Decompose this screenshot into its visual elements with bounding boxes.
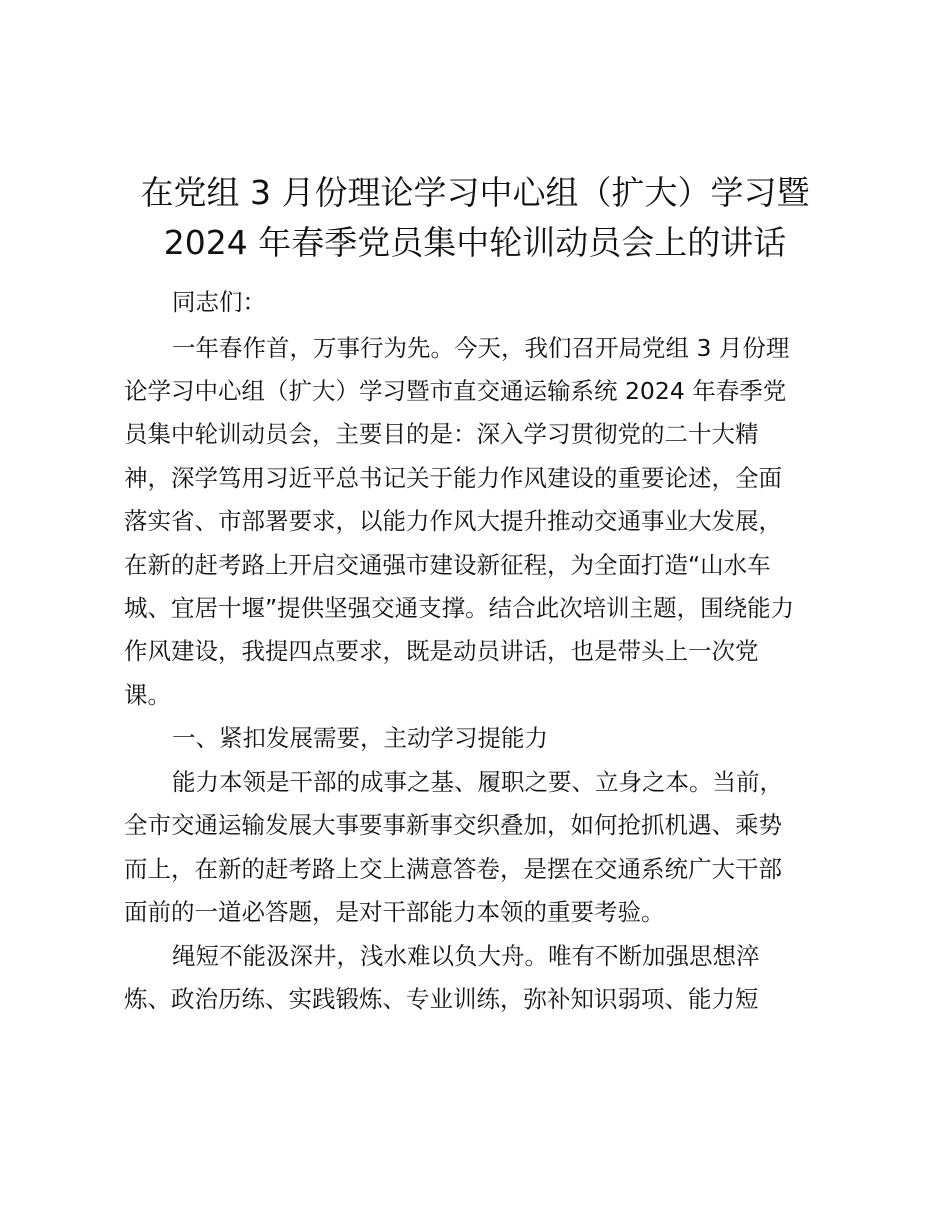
paragraph-line: 炼、政治历练、实践锻炼、专业训练，弥补知识弱项、能力短 <box>124 985 759 1013</box>
paragraph-line: 全市交通运输发展大事要事新事交织叠加，如何抢抓机遇、乘势 <box>124 811 782 839</box>
paragraph-line: 能力本领是干部的成事之基、履职之要、立身之本。当前， <box>172 768 783 796</box>
document-title-line-2: 2024 年春季党员集中轮训动员会上的讲话 <box>163 223 787 262</box>
paragraph-line: 论学习中心组（扩大）学习暨市直交通运输系统 2024 年春季党 <box>124 377 787 405</box>
salutation: 同志们： <box>172 288 266 316</box>
paragraph-line: 员集中轮训动员会，主要目的是：深入学习贯彻党的二十大精 <box>124 420 759 448</box>
paragraph-line: 课。 <box>124 681 171 709</box>
paragraph-line: 城、宜居十堰”提供坚强交通支撑。结合此次培训主题，围绕能力 <box>124 594 795 622</box>
paragraph-line: 作风建设，我提四点要求，既是动员讲话，也是带头上一次党 <box>124 637 759 665</box>
paragraph-line: 而上，在新的赶考路上交上满意答卷，是摆在交通系统广大干部 <box>124 855 782 883</box>
paragraph-line: 一年春作首，万事行为先。今天，我们召开局党组 3 月份理 <box>172 334 790 362</box>
paragraph-line: 神，深学笃用习近平总书记关于能力作风建设的重要论述，全面 <box>124 464 782 492</box>
paragraph-line: 绳短不能汲深井，浅水难以负大舟。唯有不断加强思想淬 <box>172 942 760 970</box>
paragraph-line: 面前的一道必答题，是对干部能力本领的重要考验。 <box>124 898 665 926</box>
paragraph-line: 落实省、市部署要求，以能力作风大提升推动交通事业大发展， <box>124 507 782 535</box>
document-title-line-1: 在党组 3 月份理论学习中心组（扩大）学习暨 <box>140 173 810 212</box>
section-heading: 一、紧扣发展需要，主动学习提能力 <box>172 724 548 752</box>
paragraph-line: 在新的赶考路上开启交通强市建设新征程，为全面打造“山水车 <box>124 551 771 579</box>
